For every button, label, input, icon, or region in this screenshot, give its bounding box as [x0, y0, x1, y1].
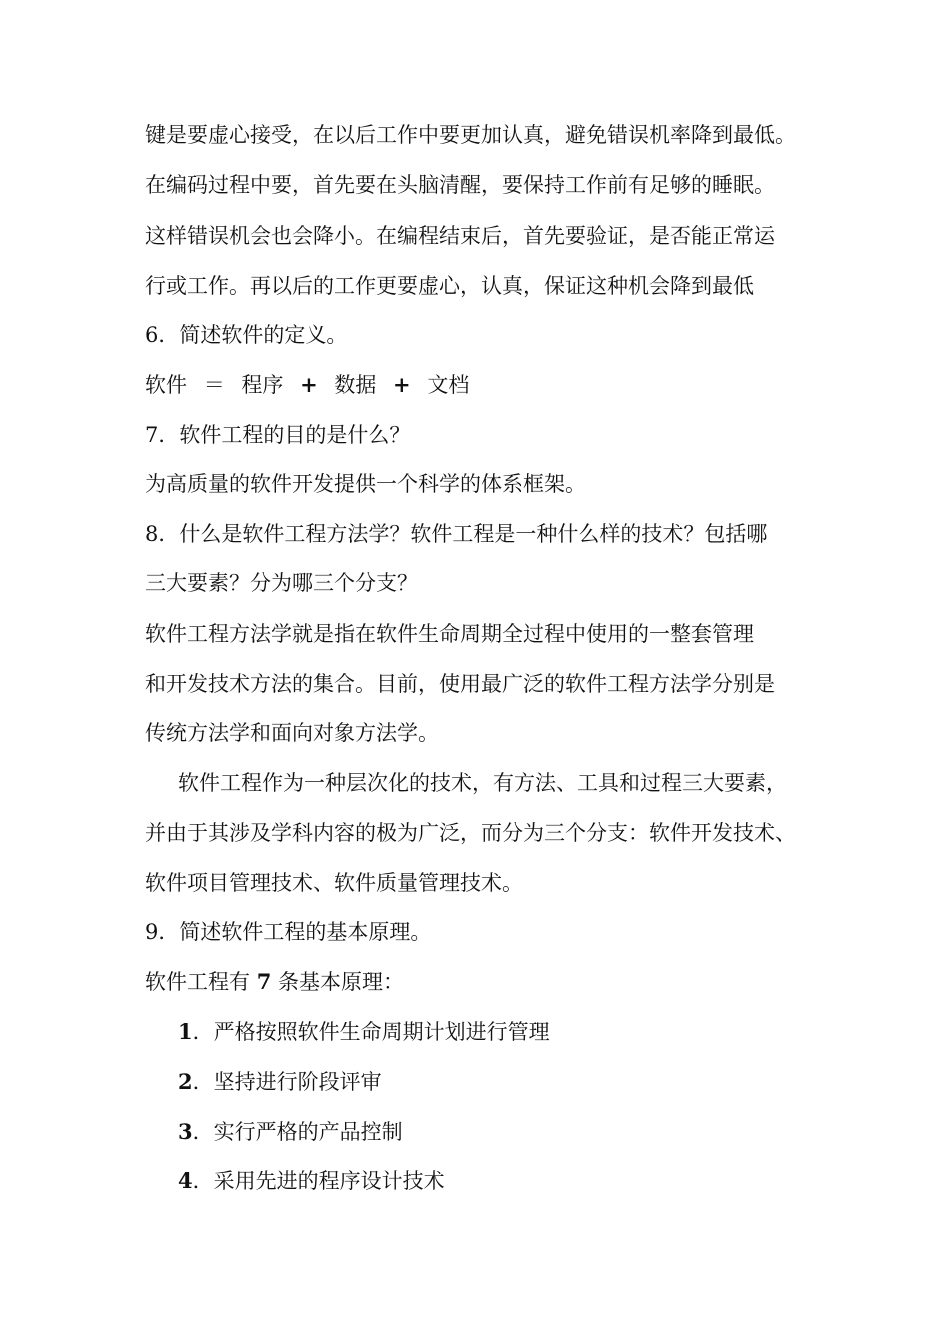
principle-item: 1．严格按照软件生命周期计划进行管理 — [178, 1019, 550, 1044]
def-plus: + — [300, 372, 318, 397]
paragraph-line: 软件工程方法学就是指在软件生命周期全过程中使用的一整套管理 — [145, 622, 754, 646]
paragraph-line: 并由于其涉及学科内容的极为广泛，而分为三个分支：软件开发技术、 — [145, 821, 796, 845]
def-term-docs: 文档 — [427, 373, 470, 397]
def-term-software: 软件 — [145, 373, 187, 397]
question-7: 7．软件工程的目的是什么？ — [145, 423, 411, 447]
principles-count: 7 — [256, 969, 272, 994]
principle-item: 4．采用先进的程序设计技术 — [178, 1168, 445, 1193]
question-6: 6．简述软件的定义。 — [145, 323, 348, 347]
def-term-program: 程序 — [241, 373, 284, 397]
principle-item: 3．实行严格的产品控制 — [178, 1119, 403, 1144]
paragraph-line: 行或工作。再以后的工作更要虚心，认真，保证这种机会降到最低 — [145, 274, 754, 298]
question-8-cont: 三大要素？分为哪三个分支？ — [145, 571, 418, 595]
paragraph-line: 在编码过程中要，首先要在头脑清醒，要保持工作前有足够的睡眠。 — [145, 173, 775, 197]
def-equals: ＝ — [203, 373, 225, 397]
paragraph-line: 这样错误机会也会降小。在编程结束后，首先要验证，是否能正常运 — [145, 224, 775, 248]
question-9: 9．简述软件工程的基本原理。 — [145, 920, 432, 944]
answer-7: 为高质量的软件开发提供一个科学的体系框架。 — [145, 472, 586, 496]
paragraph-line: 软件工程作为一种层次化的技术，有方法、工具和过程三大要素， — [178, 771, 787, 795]
paragraph-line: 和开发技术方法的集合。目前，使用最广泛的软件工程方法学分别是 — [145, 672, 775, 696]
paragraph-line: 键是要虚心接受，在以后工作中要更加认真，避免错误机率降到最低。 — [145, 123, 796, 147]
def-plus: + — [393, 372, 411, 397]
principles-intro: 软件工程有 7 条基本原理： — [145, 969, 404, 994]
def-term-data: 数据 — [334, 373, 377, 397]
principle-item: 2．坚持进行阶段评审 — [178, 1069, 382, 1094]
software-definition — [145, 370, 815, 400]
paragraph-line: 传统方法学和面向对象方法学。 — [145, 721, 439, 745]
question-8: 8．什么是软件工程方法学？软件工程是一种什么样的技术？包括哪 — [145, 522, 768, 546]
paragraph-line: 软件项目管理技术、软件质量管理技术。 — [145, 871, 523, 895]
